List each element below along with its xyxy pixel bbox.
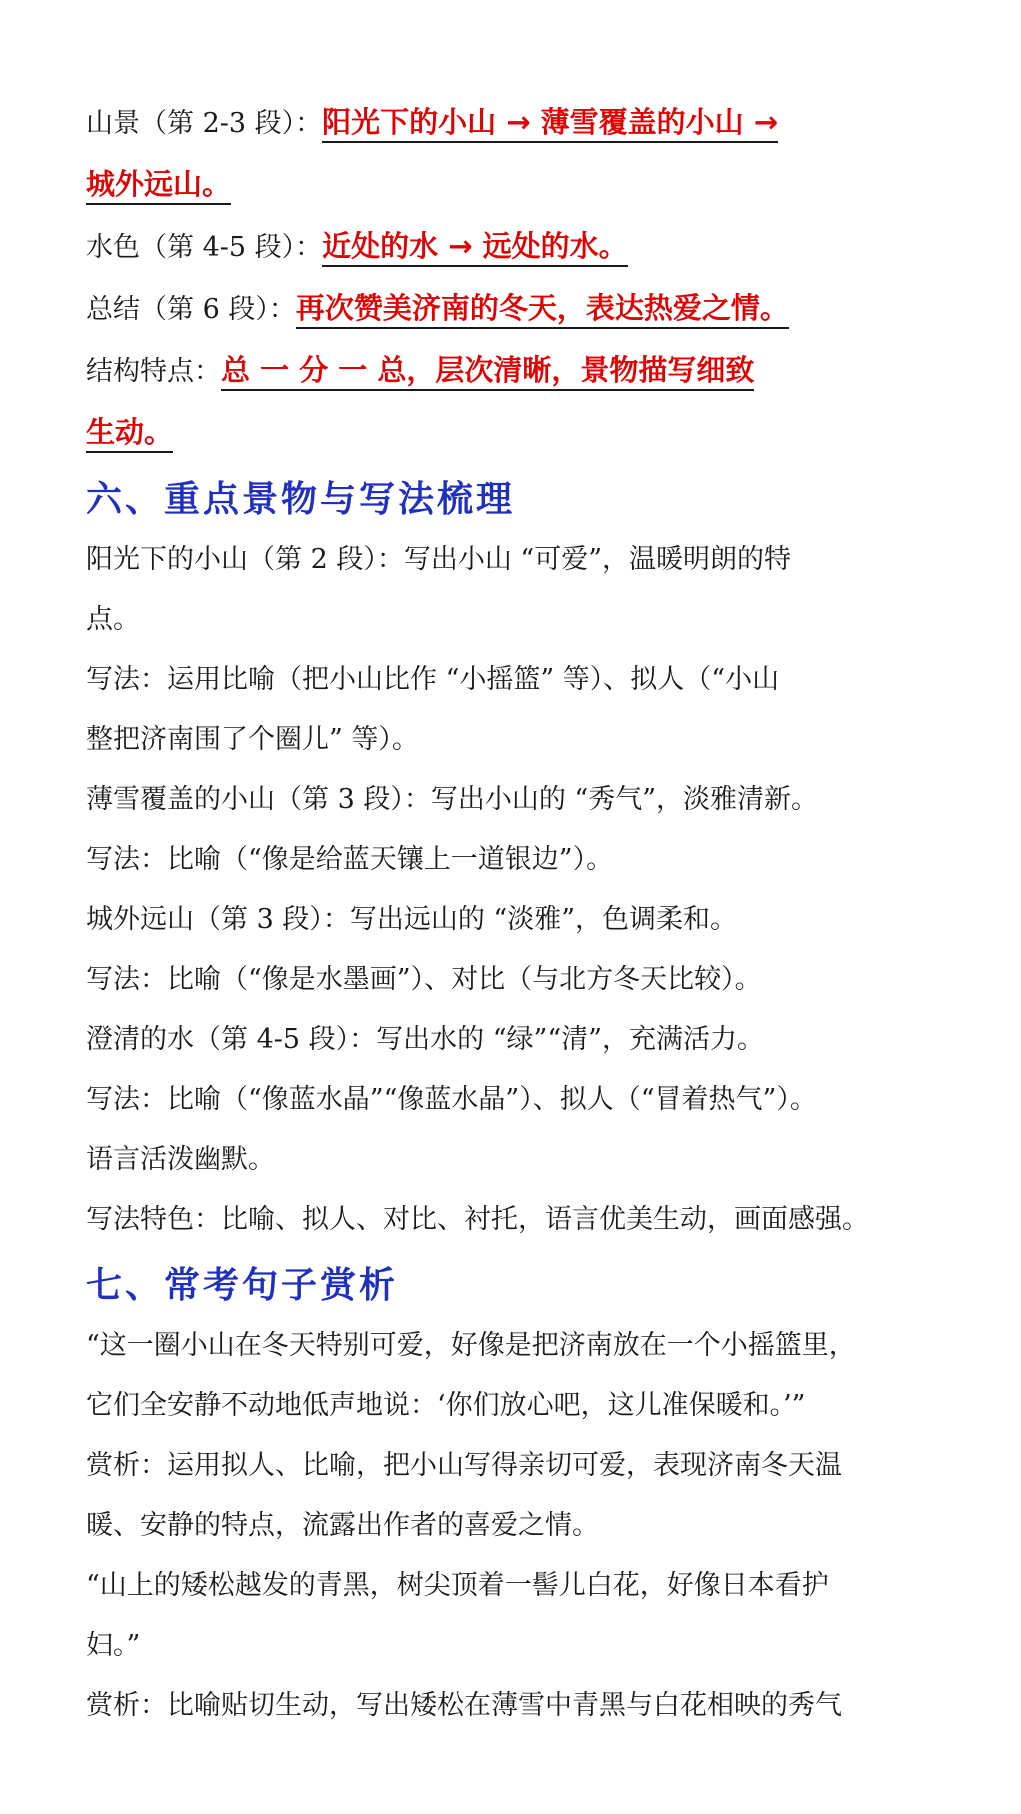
zongjie-label: 总结（第 6 段）： — [86, 294, 296, 325]
paragraph-line: 澄清的水（第 4-5 段）：写出水的 “绿”“清”，充满活力。 — [86, 1024, 764, 1055]
paragraph-line: 写法：比喻（“像蓝水晶”“像蓝水晶”）、拟人（“冒着热气”）。 — [86, 1084, 817, 1115]
shanjing-highlight-cont: 城外远山。 — [86, 167, 231, 205]
paragraph-line: 点。 — [86, 604, 140, 635]
zongjie-highlight: 再次赞美济南的冬天，表达热爱之情。 — [296, 291, 789, 329]
paragraph-line: 阳光下的小山（第 2 段）：写出小山 “可爱”，温暖明朗的特 — [86, 544, 792, 575]
jiegou-highlight-cont: 生动。 — [86, 415, 173, 453]
paragraph-line: 写法：运用比喻（把小山比作 “小摇篮” 等）、拟人（“小山 — [86, 664, 780, 695]
shuise-highlight: 近处的水 → 远处的水。 — [322, 229, 628, 267]
section-7-heading: 七、常考句子赏析 — [86, 1264, 399, 1306]
paragraph-line: 写法特色：比喻、拟人、对比、衬托，语言优美生动，画面感强。 — [86, 1204, 869, 1235]
section-6-heading: 六、重点景物与写法梳理 — [86, 478, 516, 520]
paragraph-line: 它们全安静不动地低声地说：‘你们放心吧，这儿准保暖和。’” — [86, 1390, 806, 1421]
summary-zongjie — [86, 278, 941, 340]
summary-jiegou-cont — [86, 402, 941, 464]
paragraph-line: 薄雪覆盖的小山（第 3 段）：写出小山的 “秀气”，淡雅清新。 — [86, 784, 819, 815]
paragraph-line: 写法：比喻（“像是给蓝天镶上一道银边”）。 — [86, 844, 614, 875]
paragraph-line: 语言活泼幽默。 — [86, 1144, 275, 1175]
paragraph-line: 写法：比喻（“像是水墨画”）、对比（与北方冬天比较）。 — [86, 964, 762, 995]
paragraph-line: 整把济南围了个圈儿” 等）。 — [86, 724, 419, 755]
paragraph-line: “这一圈小山在冬天特别可爱，好像是把济南放在一个小摇篮里， — [86, 1330, 856, 1361]
shanjing-label: 山景（第 2-3 段）： — [86, 108, 323, 139]
summary-jiegou — [86, 340, 941, 402]
summary-shuise — [86, 216, 941, 278]
jiegou-highlight: 总 一 分 一 总，层次清晰，景物描写细致 — [221, 353, 754, 391]
summary-shanjing-cont — [86, 154, 941, 216]
paragraph-line: 暖、安静的特点，流露出作者的喜爱之情。 — [86, 1510, 599, 1541]
shanjing-highlight: 阳光下的小山 → 薄雪覆盖的小山 → — [322, 105, 778, 143]
shuise-label: 水色（第 4-5 段）： — [86, 232, 323, 263]
paragraph-line: 赏析：比喻贴切生动，写出矮松在薄雪中青黑与白花相映的秀气 — [86, 1690, 842, 1721]
paragraph-line: 妇。” — [86, 1630, 141, 1661]
paragraph-line: “山上的矮松越发的青黑，树尖顶着一髻儿白花，好像日本看护 — [86, 1570, 829, 1601]
paragraph-line: 赏析：运用拟人、比喻，把小山写得亲切可爱，表现济南冬天温 — [86, 1450, 842, 1481]
summary-shanjing — [86, 92, 941, 154]
paragraph-line: 城外远山（第 3 段）：写出远山的 “淡雅”，色调柔和。 — [86, 904, 738, 935]
jiegou-label: 结构特点： — [86, 356, 221, 387]
